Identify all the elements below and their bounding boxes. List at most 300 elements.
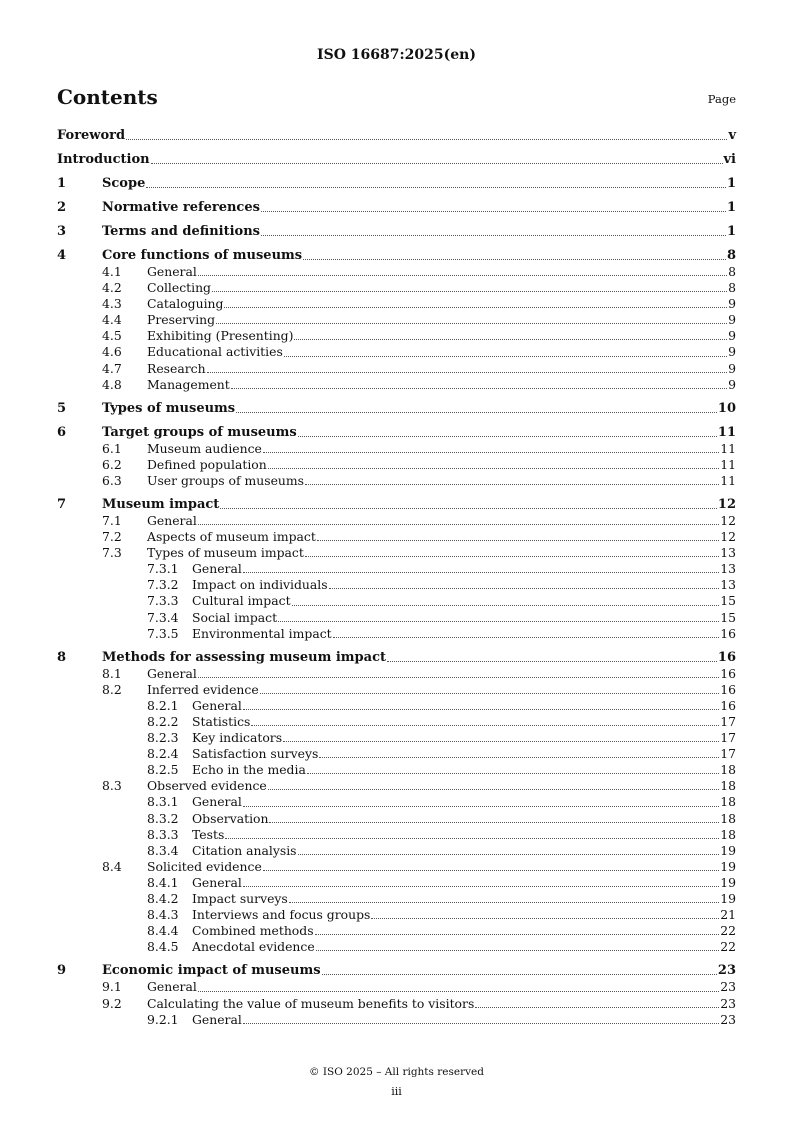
dot-leader [315, 923, 720, 935]
toc-entry-number: 7 [57, 496, 67, 512]
dot-leader [316, 939, 720, 951]
toc-entry-line [102, 963, 736, 979]
toc-entry-page: 1 [726, 175, 736, 191]
toc-entry[interactable] [57, 811, 736, 827]
toc-entry-line [192, 923, 736, 939]
dot-leader [305, 473, 719, 485]
toc-entry-label: Observation [192, 810, 269, 826]
toc-entry-number: 2 [57, 199, 67, 215]
toc-entry-line [57, 152, 736, 168]
toc-entry-label: Interviews and focus groups [192, 907, 371, 923]
toc-entry-label: Satisfaction surveys [192, 746, 319, 762]
dot-leader [224, 296, 727, 308]
toc-entry-label: General [192, 794, 242, 810]
toc-entry[interactable] [57, 746, 736, 762]
toc-entry-number: 9.2 [102, 995, 122, 1011]
toc-entry-number: 7.3 [102, 545, 122, 561]
toc-entry-number: 9.2.1 [147, 1011, 179, 1027]
toc-entry-label: Cataloguing [147, 296, 224, 312]
dot-leader [263, 441, 719, 453]
toc-entry-label: Methods for assessing museum impact [102, 649, 386, 665]
toc-entry[interactable] [57, 296, 736, 312]
toc-entry-number: 8.2.4 [147, 746, 179, 762]
toc-entry[interactable] [57, 473, 736, 489]
toc-entry-number: 8.3.1 [147, 794, 179, 810]
toc-entry[interactable] [57, 248, 736, 264]
toc-entry[interactable] [57, 224, 736, 240]
toc-entry-page: 10 [717, 400, 736, 416]
toc-entry[interactable] [57, 377, 736, 393]
toc-entry-page: 12 [720, 529, 736, 545]
toc-entry-line [147, 312, 736, 328]
toc-entry-line [192, 762, 736, 778]
toc-entry-page: 19 [720, 874, 736, 890]
toc-entry-number: 6.3 [102, 472, 122, 488]
toc-entry[interactable] [57, 176, 736, 192]
dot-leader [333, 626, 720, 638]
dot-leader [317, 529, 719, 541]
toc-entry-page: 15 [720, 609, 736, 625]
toc-entry-number: 8.2 [102, 681, 122, 697]
toc-entry-line [192, 730, 736, 746]
toc-entry-page: 13 [720, 545, 736, 561]
toc-entry-page: 18 [720, 826, 736, 842]
toc-entry-line [102, 176, 736, 192]
toc-entry-number: 7.3.2 [147, 577, 179, 593]
toc-entry-page: vi [723, 151, 736, 167]
toc-entry-page: 17 [720, 746, 736, 762]
toc-entry-label: Introduction [57, 151, 150, 167]
toc-entry-line [192, 593, 736, 609]
toc-entry-number: 6.2 [102, 456, 122, 472]
toc-entry-number: 7.3.4 [147, 609, 179, 625]
toc-entry-line [147, 473, 736, 489]
dot-leader [305, 545, 719, 557]
toc-entry-page: 11 [720, 472, 736, 488]
toc-entry-line [147, 280, 736, 296]
toc-entry-line [192, 610, 736, 626]
dot-leader [198, 979, 719, 991]
toc-entry-number: 4.2 [102, 280, 122, 296]
toc-entry[interactable] [57, 778, 736, 794]
toc-entry-page: 18 [720, 810, 736, 826]
toc-entry-number: 5 [57, 400, 67, 416]
toc-entry[interactable] [57, 264, 736, 280]
toc-entry[interactable] [57, 328, 736, 344]
toc-entry-number: 4.1 [102, 264, 122, 280]
toc-entry[interactable] [57, 714, 736, 730]
table-of-contents [57, 128, 736, 1028]
toc-entry-page: 16 [717, 649, 736, 665]
toc-entry[interactable] [57, 200, 736, 216]
toc-entry-line [192, 626, 736, 642]
toc-entry-line [147, 778, 736, 794]
dot-leader [269, 811, 719, 823]
dot-leader [371, 907, 719, 919]
toc-entry-number: 9 [57, 963, 67, 979]
toc-entry-label: Echo in the media [192, 762, 306, 778]
toc-entry-page: 23 [717, 963, 736, 979]
toc-entry-page: 18 [720, 762, 736, 778]
toc-entry-page: 16 [720, 665, 736, 681]
toc-entry-page: 8 [726, 247, 736, 263]
dot-leader [294, 328, 727, 340]
toc-entry-line [147, 296, 736, 312]
toc-entry[interactable] [57, 875, 736, 891]
toc-entry-label: Educational activities [147, 344, 283, 360]
toc-entry-number: 8.4.1 [147, 874, 179, 890]
toc-entry-page: 18 [720, 778, 736, 794]
toc-entry-line [192, 907, 736, 923]
dot-leader [329, 577, 720, 589]
toc-entry[interactable] [57, 312, 736, 328]
toc-entry-page: 16 [720, 697, 736, 713]
toc-entry-number: 8 [57, 649, 67, 665]
toc-entry-label: Impact on individuals [192, 577, 328, 593]
dot-leader [126, 128, 727, 140]
toc-entry-line [192, 1012, 736, 1028]
toc-entry-line [147, 682, 736, 698]
toc-entry[interactable] [57, 996, 736, 1012]
toc-entry-number: 6.1 [102, 440, 122, 456]
toc-entry-number: 8.3 [102, 778, 122, 794]
toc-entry-number: 6 [57, 424, 67, 440]
toc-entry[interactable] [57, 1012, 736, 1028]
toc-entry[interactable] [57, 698, 736, 714]
toc-entry-page: 23 [720, 1011, 736, 1027]
toc-entry-label: General [147, 513, 197, 528]
toc-entry-number: 8.2.5 [147, 762, 179, 778]
toc-entry[interactable] [57, 650, 736, 666]
toc-entry-line [192, 827, 736, 843]
toc-entry[interactable] [57, 401, 736, 417]
dot-leader [243, 794, 719, 806]
toc-entry-label: Types of museum impact [147, 545, 304, 561]
toc-entry-page: v [728, 128, 736, 143]
toc-entry-label: General [192, 874, 242, 890]
toc-entry-label: General [147, 264, 197, 280]
toc-entry[interactable] [57, 280, 736, 296]
dot-leader [198, 666, 719, 678]
toc-entry-label: Exhibiting (Presenting) [147, 328, 294, 344]
toc-entry-label: Museum audience [147, 440, 262, 456]
toc-entry-line [102, 248, 736, 264]
toc-entry-page: 1 [726, 199, 736, 215]
toc-entry-label: User groups of museums [147, 472, 305, 488]
toc-entry-number: 8.4.4 [147, 923, 179, 939]
toc-entry-label: Preserving [147, 312, 216, 328]
toc-entry-number: 7.2 [102, 529, 122, 545]
dot-leader [236, 401, 717, 413]
toc-entry-page: 15 [720, 593, 736, 609]
toc-entry[interactable] [57, 730, 736, 746]
page-title: Contents [57, 85, 158, 109]
dot-leader [212, 280, 727, 292]
toc-entry-number: 8.4.3 [147, 907, 179, 923]
dot-leader [261, 200, 726, 212]
toc-entry-line [147, 529, 736, 545]
toc-entry-page: 1 [726, 223, 736, 239]
toc-entry-label: Citation analysis [192, 842, 297, 858]
toc-entry-label: Normative references [102, 199, 260, 215]
toc-entry[interactable] [57, 794, 736, 810]
toc-entry[interactable] [57, 666, 736, 682]
toc-entry-page: 19 [720, 858, 736, 874]
toc-entry-page: 13 [720, 561, 736, 577]
toc-entry-line [147, 996, 736, 1012]
toc-entry-page: 9 [728, 376, 736, 392]
toc-entry-number: 7.3.5 [147, 625, 179, 641]
toc-entry[interactable] [57, 545, 736, 561]
dot-leader [225, 827, 719, 839]
toc-entry-line [147, 457, 736, 473]
dot-leader [298, 843, 720, 855]
toc-entry[interactable] [57, 843, 736, 859]
page-column-label: Page [707, 92, 736, 106]
toc-entry-number: 8.4.2 [147, 891, 179, 907]
toc-entry-line [147, 377, 736, 393]
toc-entry[interactable] [57, 344, 736, 360]
toc-entry-line [147, 979, 736, 995]
toc-entry-line [147, 545, 736, 561]
toc-entry-line [147, 361, 736, 377]
toc-entry[interactable] [57, 561, 736, 577]
dot-leader [284, 344, 727, 356]
dot-leader [298, 425, 717, 437]
toc-entry-page: 9 [728, 360, 736, 376]
toc-entry-label: Museum impact [102, 496, 220, 512]
toc-entry-label: Scope [102, 175, 146, 191]
toc-entry[interactable] [57, 859, 736, 875]
toc-entry-line [57, 128, 736, 144]
toc-entry-page: 18 [720, 794, 736, 810]
toc-entry[interactable] [57, 827, 736, 843]
toc-entry-number: 8.1 [102, 665, 122, 681]
toc-entry-label: Economic impact of museums [102, 963, 321, 979]
toc-entry-line [102, 224, 736, 240]
toc-entry-number: 8.3.2 [147, 810, 179, 826]
toc-entry-label: General [147, 665, 197, 681]
toc-entry-number: 7.1 [102, 513, 122, 528]
toc-entry-page: 8 [728, 264, 736, 280]
toc-entry-page: 19 [720, 842, 736, 858]
toc-entry-line [192, 794, 736, 810]
toc-entry-line [147, 344, 736, 360]
toc-entry[interactable] [57, 939, 736, 955]
toc-entry-page: 9 [728, 344, 736, 360]
dot-leader [243, 698, 719, 710]
toc-entry-label: Anecdotal evidence [192, 939, 315, 955]
toc-entry-line [192, 939, 736, 955]
toc-entry-page: 9 [728, 312, 736, 328]
dot-leader [263, 859, 719, 871]
dot-leader [283, 730, 719, 742]
toc-entry-page: 11 [720, 456, 736, 472]
toc-entry-number: 8.4 [102, 858, 122, 874]
toc-entry-label: Cultural impact [192, 593, 291, 609]
toc-entry-line [147, 666, 736, 682]
toc-entry-page: 17 [720, 714, 736, 730]
toc-entry-label: General [147, 979, 197, 995]
toc-entry[interactable] [57, 682, 736, 698]
running-header: ISO 16687:2025(en) [317, 47, 476, 63]
toc-entry-page: 8 [728, 280, 736, 296]
toc-entry-number: 4.3 [102, 296, 122, 312]
toc-entry-number: 8.2.1 [147, 697, 179, 713]
dot-leader [243, 875, 719, 887]
dot-leader [475, 996, 719, 1008]
toc-entry-page: 17 [720, 730, 736, 746]
toc-entry-label: Defined population [147, 456, 267, 472]
toc-entry-line [192, 891, 736, 907]
toc-entry-label: General [192, 1011, 242, 1027]
toc-entry-page: 11 [717, 424, 736, 440]
toc-entry-line [102, 425, 736, 441]
toc-entry[interactable] [57, 907, 736, 923]
toc-entry-page: 12 [717, 496, 736, 512]
toc-entry-page: 19 [720, 891, 736, 907]
toc-entry[interactable] [57, 457, 736, 473]
toc-entry-page: 16 [720, 681, 736, 697]
toc-entry-label: Combined methods [192, 923, 314, 939]
dot-leader [146, 176, 726, 188]
dot-leader [198, 513, 719, 525]
toc-entry-page: 11 [720, 440, 736, 456]
toc-entry[interactable] [57, 762, 736, 778]
toc-entry[interactable] [57, 979, 736, 995]
dot-leader [307, 762, 719, 774]
toc-entry[interactable] [57, 497, 736, 513]
dot-leader [303, 248, 726, 260]
dot-leader [243, 561, 719, 573]
toc-entry-label: Collecting [147, 280, 211, 296]
toc-entry-page: 12 [720, 513, 736, 528]
toc-entry-number: 1 [57, 175, 67, 191]
toc-entry[interactable] [57, 128, 736, 144]
dot-leader [198, 264, 727, 276]
toc-entry[interactable] [57, 441, 736, 457]
dot-leader [268, 457, 719, 469]
toc-entry-line [102, 497, 736, 513]
toc-entry-page: 16 [720, 625, 736, 641]
toc-entry[interactable] [57, 361, 736, 377]
toc-entry-number: 4.5 [102, 328, 122, 344]
toc-entry[interactable] [57, 513, 736, 529]
toc-entry-label: Terms and definitions [102, 223, 260, 239]
toc-entry-line [192, 875, 736, 891]
toc-entry-number: 7.3.3 [147, 593, 179, 609]
toc-entry[interactable] [57, 577, 736, 593]
toc-entry-line [192, 698, 736, 714]
toc-entry[interactable] [57, 626, 736, 642]
toc-entry-line [147, 513, 736, 529]
toc-entry-line [102, 401, 736, 417]
dot-leader [207, 361, 728, 373]
page-number: iii [391, 1085, 402, 1098]
toc-entry-label: Foreword [57, 128, 126, 143]
toc-entry-number: 9.1 [102, 979, 122, 995]
toc-entry-label: Aspects of museum impact [147, 529, 316, 545]
toc-entry-line [147, 264, 736, 280]
toc-entry-page: 22 [720, 923, 736, 939]
dot-leader [387, 650, 717, 662]
toc-entry-label: Tests [192, 826, 225, 842]
toc-entry-number: 4.4 [102, 312, 122, 328]
toc-entry-line [192, 714, 736, 730]
toc-entry-label: Solicited evidence [147, 858, 262, 874]
toc-entry-label: Observed evidence [147, 778, 267, 794]
toc-entry-number: 4.7 [102, 360, 122, 376]
dot-leader [243, 1012, 719, 1024]
dot-leader [289, 891, 719, 903]
copyright-footer: © ISO 2025 – All rights reserved [309, 1066, 484, 1078]
dot-leader [231, 377, 727, 389]
toc-entry-label: Types of museums [102, 400, 236, 416]
dot-leader [151, 152, 723, 164]
toc-entry-page: 21 [720, 907, 736, 923]
toc-entry-number: 4 [57, 247, 67, 263]
toc-entry-line [192, 811, 736, 827]
toc-entry[interactable] [57, 593, 736, 609]
dot-leader [260, 682, 720, 694]
dot-leader [319, 746, 719, 758]
toc-entry-line [102, 200, 736, 216]
toc-entry[interactable] [57, 610, 736, 626]
toc-entry-label: Impact surveys [192, 891, 288, 907]
dot-leader [292, 593, 720, 605]
toc-entry-page: 23 [720, 979, 736, 995]
toc-entry[interactable] [57, 529, 736, 545]
toc-entry-label: General [192, 697, 242, 713]
toc-entry-label: Target groups of museums [102, 424, 297, 440]
toc-entry-label: Environmental impact [192, 625, 332, 641]
dot-leader [251, 714, 719, 726]
toc-entry-page: 22 [720, 939, 736, 955]
toc-entry-number: 8.4.5 [147, 939, 179, 955]
toc-entry-number: 8.3.3 [147, 826, 179, 842]
toc-entry-number: 8.2.2 [147, 714, 179, 730]
toc-entry-number: 8.2.3 [147, 730, 179, 746]
toc-entry-line [147, 441, 736, 457]
toc-entry[interactable] [57, 923, 736, 939]
dot-leader [220, 497, 717, 509]
toc-entry-number: 4.6 [102, 344, 122, 360]
toc-entry[interactable] [57, 425, 736, 441]
toc-entry-label: Core functions of museums [102, 247, 303, 263]
dot-leader [278, 610, 719, 622]
dot-leader [261, 224, 726, 236]
toc-entry-page: 9 [728, 328, 736, 344]
toc-entry-label: Inferred evidence [147, 681, 259, 697]
toc-entry-page: 9 [728, 296, 736, 312]
toc-entry[interactable] [57, 891, 736, 907]
toc-entry[interactable] [57, 152, 736, 168]
toc-entry-number: 7.3.1 [147, 561, 179, 577]
title-row [57, 85, 736, 111]
dot-leader [268, 778, 719, 790]
toc-entry-line [192, 746, 736, 762]
toc-entry-page: 13 [720, 577, 736, 593]
toc-entry-label: Statistics [192, 714, 251, 730]
toc-entry-label: Management [147, 376, 230, 392]
toc-entry-line [192, 561, 736, 577]
toc-entry-line [192, 843, 736, 859]
dot-leader [322, 963, 717, 975]
toc-entry-number: 3 [57, 223, 67, 239]
toc-entry[interactable] [57, 963, 736, 979]
toc-entry-line [102, 650, 736, 666]
toc-entry-line [192, 577, 736, 593]
